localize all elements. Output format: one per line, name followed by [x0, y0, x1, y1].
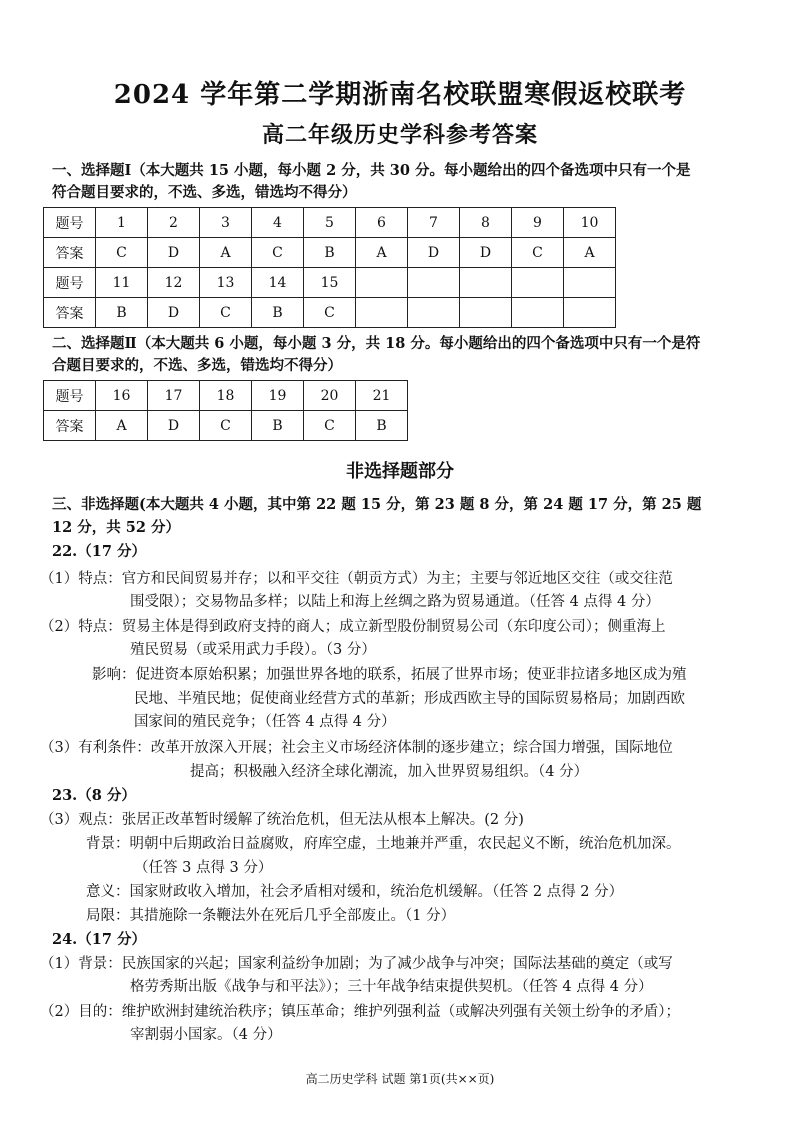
row-label: 题号 — [44, 268, 96, 298]
q22-part3-line1: （3）有利条件：改革开放深入开展；社会主义市场经济体制的逐步建立；综合国力增强，国际地位 — [40, 740, 673, 756]
section2-heading-line2: 合题目要求的，不选、多选，错选均不得分） — [52, 357, 342, 374]
q23-title: 23.（8 分） — [52, 787, 136, 804]
row-label: 题号 — [44, 208, 96, 238]
table-cell: B — [356, 411, 408, 441]
table-cell: A — [96, 411, 148, 441]
q22-part2-line2: 殖民贸易（或采用武力手段）。（3 分） — [130, 642, 376, 658]
q22-part2-line3: 影响：促进资本原始积累；加强世界各地的联系，拓展了世界市场；使亚非拉诸多地区成为殖 — [92, 667, 687, 683]
table-cell: 13 — [200, 268, 252, 298]
table-cell: C — [252, 238, 304, 268]
q23-line5: 局限：其措施除一条鞭法外在死后几乎全部废止。（1 分） — [86, 908, 456, 924]
table-cell: 19 — [252, 381, 304, 411]
q24-line1: （1）背景：民族国家的兴起；国家利益纷争加剧；为了减少战争与冲突；国际法基础的奠定（或写 — [40, 956, 673, 972]
table-cell: A — [564, 238, 616, 268]
table-cell: B — [304, 238, 356, 268]
row-label: 答案 — [44, 411, 96, 441]
q22-part1-line2: 围受限）；交易物品多样；以陆上和海上丝绸之路为贸易通道。（任答 4 点得 4 分） — [130, 594, 660, 610]
section2-heading-line1: 二、选择题Ⅱ（本大题共 6 小题，每小题 3 分，共 18 分。每小题给出的四个备选项中只有一个是符 — [52, 335, 701, 352]
table-cell: D — [148, 411, 200, 441]
table-cell: 6 — [356, 208, 408, 238]
table-cell: C — [304, 411, 356, 441]
table-cell — [356, 298, 408, 328]
table-cell — [512, 298, 564, 328]
table-cell: B — [252, 298, 304, 328]
table-cell: 3 — [200, 208, 252, 238]
table-cell: B — [96, 298, 148, 328]
table-cell: C — [96, 238, 148, 268]
table-cell: 1 — [96, 208, 148, 238]
table-cell: 7 — [408, 208, 460, 238]
table-cell — [460, 268, 512, 298]
page-title: 2024 学年第二学期浙南名校联盟寒假返校联考 — [113, 80, 687, 110]
q24-line2: 格劳秀斯出版《战争与和平法》）；三十年战争结束提供契机。（任答 4 点得 4 分） — [130, 979, 653, 995]
table-cell: D — [148, 298, 200, 328]
q22-part3-line2: 提高；积极融入经济全球化潮流，加入世界贸易组织。（4 分） — [190, 764, 589, 780]
table-cell: 18 — [200, 381, 252, 411]
table-row-answer — [44, 411, 408, 441]
q23-line4: 意义：国家财政收入增加，社会矛盾相对缓和，统治危机缓解。（任答 2 点得 2 分） — [86, 884, 624, 900]
section1-heading-line2: 符合题目要求的，不选、多选，错选均不得分） — [52, 184, 357, 201]
table-cell: 2 — [148, 208, 200, 238]
section3-heading-line1: 三、非选择题(本大题共 4 小题，其中第 22 题 15 分，第 23 题 8 分，第 24 题 17 分，第 25 题 — [52, 496, 702, 513]
q24-line3: （2）目的：维护欧洲封建统治秩序；镇压革命；维护列强利益（或解决列强有关领土纷争的矛盾）； — [40, 1004, 680, 1020]
table-cell: C — [512, 238, 564, 268]
table-cell: 16 — [96, 381, 148, 411]
table-cell: C — [200, 411, 252, 441]
table-cell: 12 — [148, 268, 200, 298]
table-cell: C — [304, 298, 356, 328]
table-cell: 9 — [512, 208, 564, 238]
table-cell — [512, 268, 564, 298]
table-row-question-2 — [44, 268, 616, 298]
table-cell: 5 — [304, 208, 356, 238]
table-cell: 21 — [356, 381, 408, 411]
table-cell: D — [148, 238, 200, 268]
q22-part2-line4: 民地、半殖民地；促使商业经营方式的革新；形成西欧主导的国际贸易格局；加剧西欧 — [134, 691, 685, 707]
table-cell: A — [356, 238, 408, 268]
table-row-question-1 — [44, 208, 616, 238]
q22-part1-line1: （1）特点：官方和民间贸易并存；以和平交往（朝贡方式）为主；主要与邻近地区交往（或交往范 — [40, 571, 673, 587]
table-row-question — [44, 381, 408, 411]
table-cell: 20 — [304, 381, 356, 411]
table-cell: A — [200, 238, 252, 268]
table-cell — [564, 298, 616, 328]
table-cell — [408, 298, 460, 328]
row-label: 题号 — [44, 381, 96, 411]
table-row-answer-2 — [44, 298, 616, 328]
answer-table-1 — [43, 207, 616, 328]
page-subtitle: 高二年级历史学科参考答案 — [261, 122, 538, 148]
q22-title: 22.（17 分） — [52, 543, 146, 560]
row-label: 答案 — [44, 298, 96, 328]
section3-heading-line2: 12 分，共 52 分） — [52, 519, 181, 536]
q23-line1: （3）观点：张居正改革暂时缓解了统治危机，但无法从根本上解决。(2 分) — [40, 812, 524, 828]
table-cell — [356, 268, 408, 298]
table-cell: B — [252, 411, 304, 441]
table-cell: C — [200, 298, 252, 328]
table-cell — [408, 268, 460, 298]
q22-part2-line1: （2）特点：贸易主体是得到政府支持的商人；成立新型股份制贸易公司（东印度公司）；侧重海上 — [40, 619, 666, 635]
answer-table-2 — [43, 380, 408, 441]
table-cell: 10 — [564, 208, 616, 238]
table-cell: D — [408, 238, 460, 268]
table-cell: D — [460, 238, 512, 268]
q22-part2-line5: 国家间的殖民竞争；（任答 4 点得 4 分） — [134, 714, 396, 730]
table-cell: 14 — [252, 268, 304, 298]
table-cell — [460, 298, 512, 328]
q24-title: 24.（17 分） — [52, 931, 146, 948]
page-footer: 高二历史学科 试题 第1页(共××页) — [305, 1072, 495, 1086]
q23-line3: （任答 3 点得 3 分） — [134, 860, 273, 876]
table-cell: 8 — [460, 208, 512, 238]
table-cell: 17 — [148, 381, 200, 411]
table-row-answer-1 — [44, 238, 616, 268]
section1-heading-line1: 一、选择题Ⅰ（本大题共 15 小题，每小题 2 分，共 30 分。每小题给出的四个备选项中只有一个是 — [52, 162, 691, 179]
q23-line2: 背景：明朝中后期政治日益腐败，府库空虚，土地兼并严重，农民起义不断，统治危机加深。 — [86, 836, 681, 852]
non-choice-title: 非选择题部分 — [346, 461, 454, 482]
table-cell: 11 — [96, 268, 148, 298]
table-cell: 15 — [304, 268, 356, 298]
row-label: 答案 — [44, 238, 96, 268]
q24-line4: 宰割弱小国家。（4 分） — [130, 1027, 282, 1043]
table-cell: 4 — [252, 208, 304, 238]
table-cell — [564, 268, 616, 298]
